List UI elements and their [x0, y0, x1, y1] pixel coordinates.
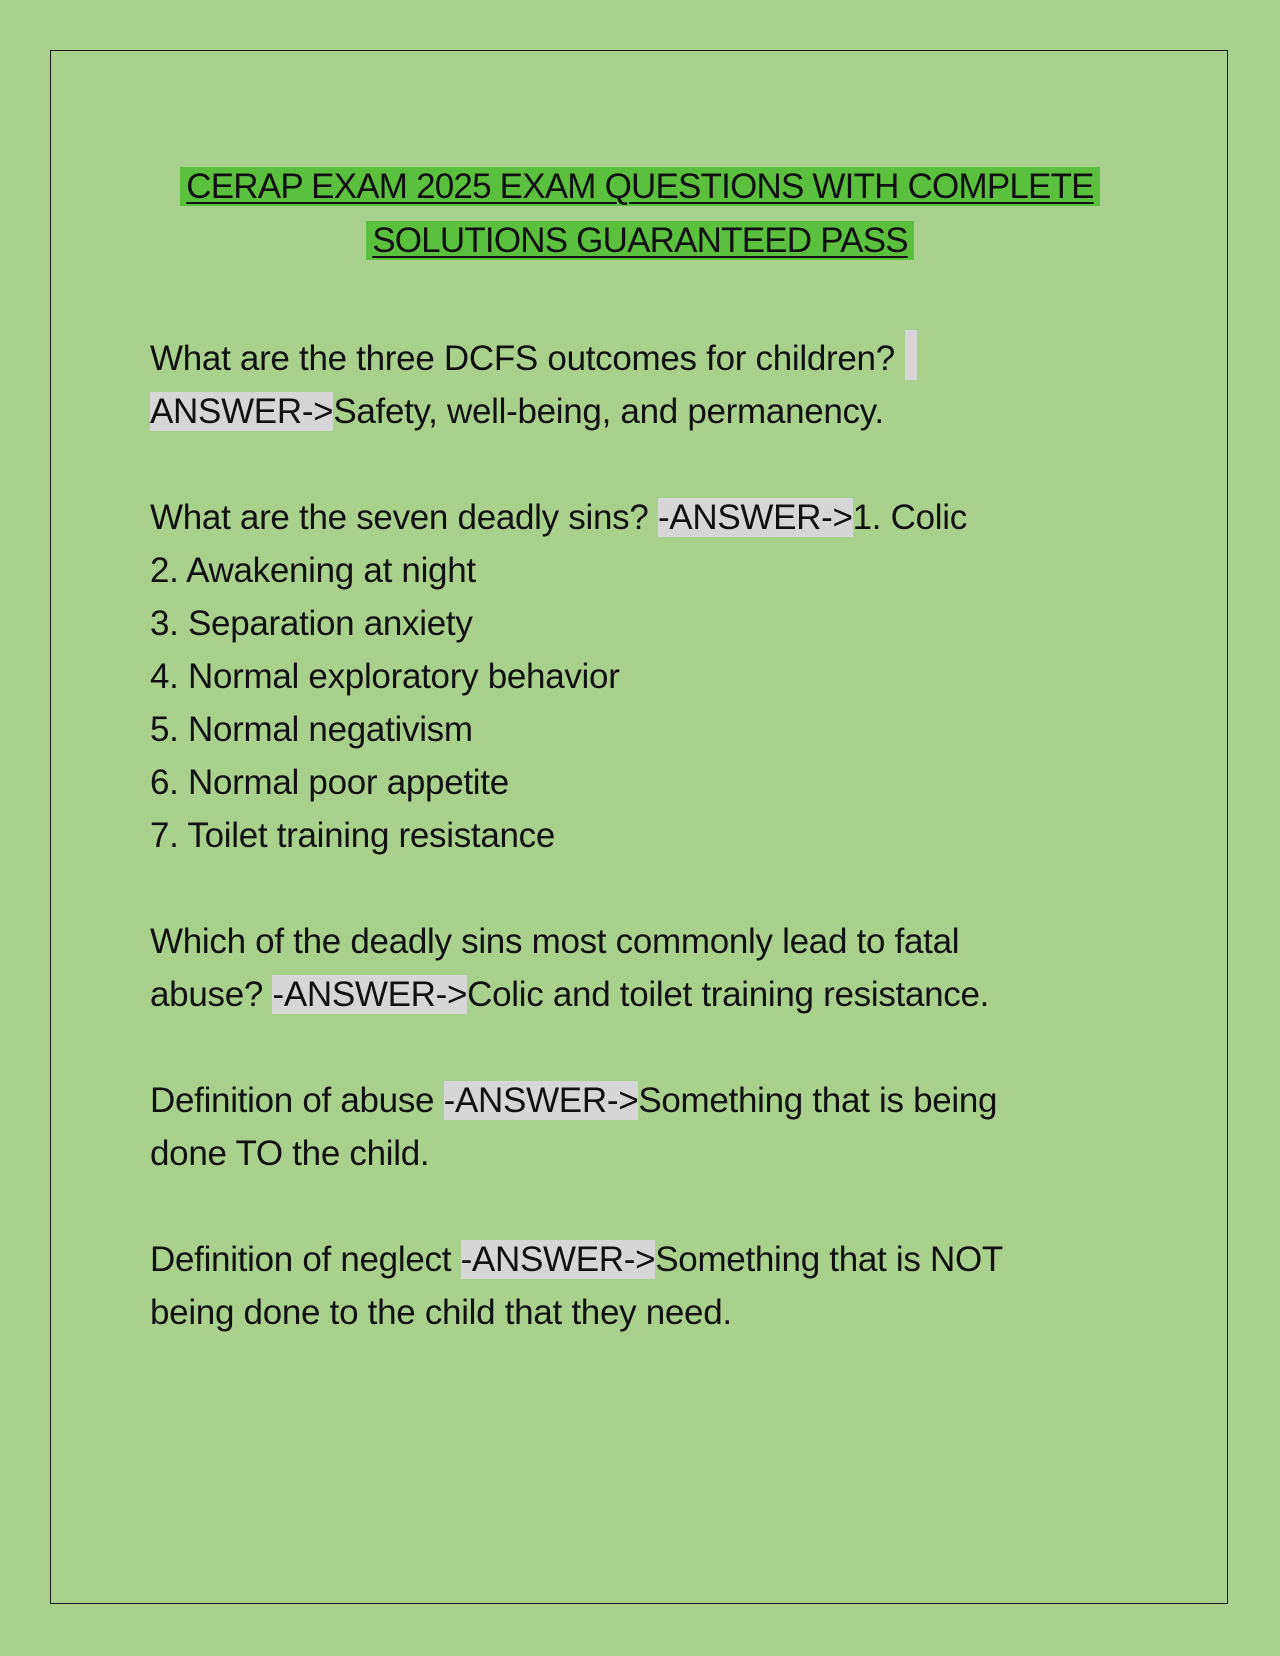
answer-tag: -ANSWER->: [657, 498, 853, 537]
answer-tag: -ANSWER->: [443, 1081, 639, 1120]
list-item: 7. Toilet training resistance: [150, 816, 556, 855]
answer-tag: -ANSWER->: [460, 1240, 656, 1279]
list-item: 4. Normal exploratory behavior: [150, 657, 620, 696]
answer-text: Colic and toilet training resistance.: [467, 975, 990, 1014]
question-text: Definition of abuse: [150, 1081, 435, 1120]
question-line: [150, 491, 1110, 544]
answer-line: [150, 385, 1110, 438]
answer-text: 1. Colic: [852, 498, 967, 537]
qa-item-2: [150, 491, 1110, 862]
title-line-2: SOLUTIONS GUARANTEED PASS: [366, 221, 914, 260]
list-item: 5. Normal negativism: [150, 710, 473, 749]
question-text: What are the three DCFS outcomes for children?: [150, 339, 895, 378]
qa-item-5: [150, 1233, 1110, 1339]
document-body: [150, 330, 1110, 1392]
answer-text: Something that is being: [638, 1081, 998, 1120]
question-text: Which of the deadly sins most commonly lead to fatal: [150, 922, 960, 961]
answer-text: done TO the child.: [150, 1134, 430, 1173]
answer-text: being done to the child that they need.: [150, 1293, 732, 1332]
answer-text: Safety, well-being, and permanency.: [333, 392, 884, 431]
question-answer-line: [150, 1233, 1110, 1286]
answer-text: Something that is NOT: [655, 1240, 1003, 1279]
qa-item-1: [150, 330, 1110, 438]
question-line: [150, 330, 1110, 385]
document-title: [50, 160, 1230, 268]
text-cursor-mark: [905, 330, 917, 380]
title-line-1: CERAP EXAM 2025 EXAM QUESTIONS WITH COMPLETE: [180, 167, 1099, 206]
question-text: What are the seven deadly sins?: [150, 498, 649, 537]
list-item: 2. Awakening at night: [150, 551, 476, 590]
question-answer-line: [150, 1074, 1110, 1127]
answer-tag: -ANSWER->: [272, 975, 468, 1014]
qa-item-3: [150, 915, 1110, 1021]
list-item: 6. Normal poor appetite: [150, 763, 509, 802]
qa-item-4: [150, 1074, 1110, 1180]
question-text: abuse?: [150, 975, 264, 1014]
question-answer-line: [150, 968, 1110, 1021]
list-item: 3. Separation anxiety: [150, 604, 473, 643]
answer-tag: ANSWER->: [150, 392, 334, 431]
question-text: Definition of neglect: [150, 1240, 452, 1279]
